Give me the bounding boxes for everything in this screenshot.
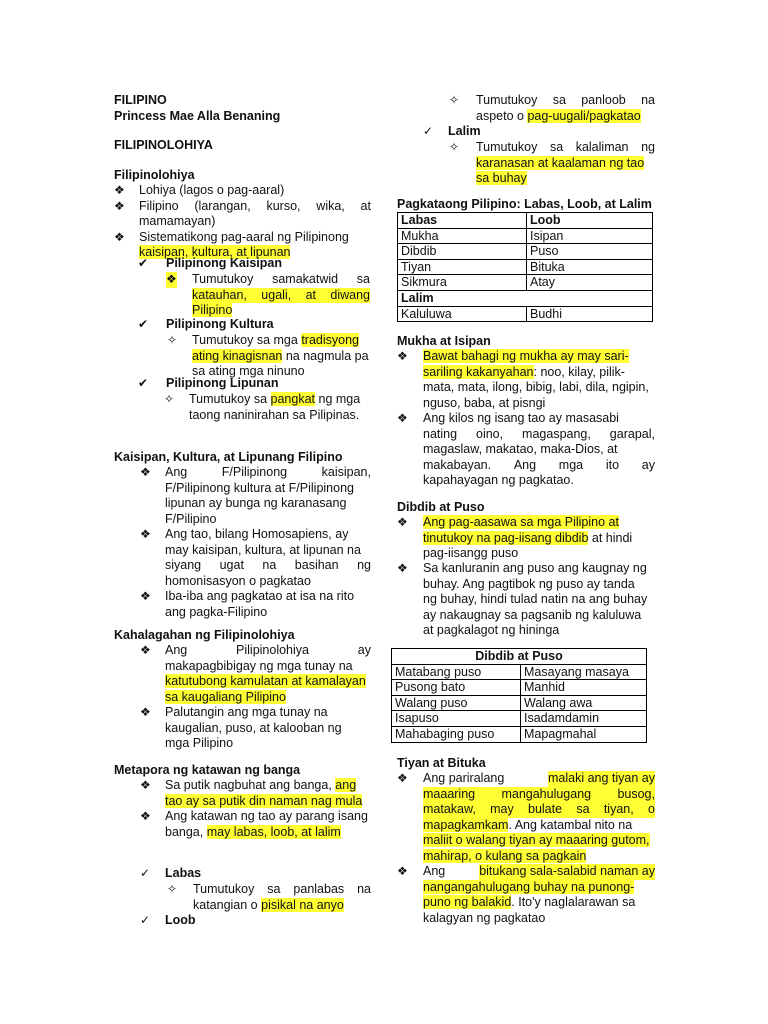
table-row: Sikmura Atay [398, 275, 653, 291]
list-item: ❖ Ang katawan ng tao ay parang isang banga, may labas, loob, at lalim [140, 809, 371, 840]
list-item: ❖ Ang Pilipinolohiya ay makapagbibigay ng mga tunay na katutubong kamulatan at kamalayan sa kaugaliang Pilipino [140, 643, 371, 705]
list-item: ❖ Ang kilos ng isang tao ay masasabi nating oino, magaspang, garapal, magaslaw, makatao, maka-Dios, at makabayan. Ang mga ito ay kapahayagan ng pagkatao. [397, 411, 655, 489]
table-row: Mukha Isipan [398, 228, 653, 244]
check-icon [138, 376, 148, 392]
section-title-dibdib: Dibdib at Puso [397, 500, 485, 514]
diamond-bullet-icon [140, 705, 151, 721]
lipunan-block: ✔ Pilipinong Lipunan ✧ Tumutukoy sa pangkat ng mga taong naninirahan sa Pilipinas. [136, 376, 371, 424]
check-icon [423, 124, 433, 140]
kaisipan-title: Pilipinong Kaisipan [166, 256, 282, 270]
kahalagahan-list [140, 643, 371, 752]
diamond-bullet-icon [166, 272, 177, 288]
diamond-bullet-icon [397, 515, 408, 531]
diamond-bullet-icon [114, 183, 125, 199]
kultura-title: Pilipinong Kultura [166, 317, 274, 331]
table-row: Mahabaging puso Mapagmahal [392, 726, 647, 742]
list-item: ❖ Ang F/Pilipinong kaisipan, F/Pilipinong kultura at F/Pilipinong lipunan ay bunga ng karanasang F/Pilipino [140, 465, 371, 527]
table-row: Lalim [398, 290, 653, 306]
list-item: ❖ Ang tao, bilang Homosapiens, ay may kaisipan, kultura, at lipunan na siyang ugat na basihan ng homonisasyon o pagkatao [140, 527, 371, 589]
sparkle-bullet-icon [167, 333, 177, 349]
topic-title: FILIPINOLOHIYA [114, 138, 213, 152]
diamond-bullet-icon [140, 589, 151, 605]
list-item: ❖ Iba-iba ang pagkatao at isa na rito ang pagka-Filipino [140, 589, 371, 620]
mukha-list [397, 349, 655, 489]
diamond-bullet-icon [140, 643, 151, 659]
dibdib-table [391, 648, 647, 743]
loob-description: ✧ Tumutukoy sa panloob na aspeto o pag-uugali/pagkatao [449, 93, 655, 124]
diamond-bullet-icon [114, 230, 125, 246]
diamond-bullet-icon [397, 771, 408, 787]
dibdib-list [397, 515, 655, 639]
table-row: Dibdib at Puso [392, 649, 647, 665]
list-item: ❖ Palutangin ang mga tunay na kaugalian, puso, at kalooban ng mga Pilipino [140, 705, 371, 752]
list-item: ❖ Sa kanluranin ang puso ang kaugnay ng buhay. Ang pagtibok ng puso ay tanda ng buhay, hindi tulad natin na ang buhay ay nakaugnay sa pagsanib ng kaluluwa at pagkalagot ng hininga [397, 561, 655, 639]
sparkle-bullet-icon [164, 392, 174, 408]
diamond-bullet-icon [397, 561, 408, 577]
sparkle-bullet-icon [449, 140, 459, 156]
section-title-tiyan: Tiyan at Bituka [397, 756, 486, 770]
lalim-block: ✓ Lalim ✧ Tumutukoy sa kalaliman ng karanasan at kaalaman ng tao sa buhay [423, 124, 655, 187]
list-item: ❖ Sistematikong pag-aaral ng Pilipinong kaisipan, kultura, at lipunan [114, 230, 371, 261]
check-icon [140, 913, 150, 929]
diamond-bullet-icon [140, 465, 151, 481]
kkl-list [140, 465, 371, 620]
table-row: Kaluluwa Budhi [398, 306, 653, 322]
diamond-bullet-icon [140, 778, 151, 794]
list-item: ❖ Ang pariralang malaki ang tiyan ay maaaring mangahulugang busog, matakaw, may bulate sa tiyan, o mapagkamkam. Ang katambal nito na maliit o walang tiyan ay maaaring gutom, mahirap, o kulang sa pagkain [397, 771, 655, 864]
check-icon [140, 866, 150, 882]
list-item: ❖ Lohiya (lagos o pag-aaral) [114, 183, 371, 199]
author-name: Princess Mae Alla Benaning [114, 109, 281, 123]
kultura-block: ✔ Pilipinong Kultura ✧ Tumutukoy sa mga tradisyong ating kinagisnan na nagmula pa sa ating mga ninuno [136, 317, 371, 380]
list-item: ❖ Ang pag-aasawa sa mga Pilipino at tinutukoy na pag-iisang dibdib at hindi pag-iisangg puso [397, 515, 655, 561]
diamond-bullet-icon [140, 809, 151, 825]
section-title-pagkataong: Pagkataong Pilipino: Labas, Loob, at Lalim [397, 197, 652, 211]
table-row: Walang puso Walang awa [392, 695, 647, 711]
list-item: ❖ Filipino (larangan, kurso, wika, at mamamayan) [114, 199, 371, 230]
table-row: Pusong bato Manhid [392, 680, 647, 696]
diamond-bullet-icon [140, 527, 151, 543]
list-item: ❖ Ang bitukang sala-salabid naman ay nangangahulugang buhay na punong- puno ng balakid. Ito'y naglalarawan sa kalagyan ng pagkatao [397, 864, 655, 926]
diamond-bullet-icon [397, 411, 408, 427]
check-icon [138, 317, 148, 333]
diamond-bullet-icon [397, 864, 408, 880]
sparkle-bullet-icon [167, 882, 177, 898]
table-row: Isapuso Isadamdamin [392, 711, 647, 727]
metapora-list [140, 778, 371, 840]
list-item: ❖ Bawat bahagi ng mukha ay may sari- sariling kakanyahan: noo, kilay, pilik- mata, mata, ilong, bibig, labi, dila, ngipin, nguso, baba, at pisngi [397, 349, 655, 411]
table-row: Dibdib Puso [398, 244, 653, 260]
filipinolohiya-list [114, 183, 371, 261]
tiyan-list [397, 771, 655, 926]
subject-title: FILIPINO [114, 93, 167, 107]
section-title-kkl: Kaisipan, Kultura, at Lipunang Filipino [114, 450, 343, 464]
table-row: Matabang puso Masayang masaya [392, 664, 647, 680]
sparkle-bullet-icon [449, 93, 459, 109]
check-icon [138, 256, 148, 272]
table-row: Tiyan Bituka [398, 259, 653, 275]
diamond-bullet-icon [114, 199, 125, 215]
list-item: ❖ Sa putik nagbuhat ang banga, ang tao ay sa putik din naman nag mula [140, 778, 371, 809]
section-title-metapora: Metapora ng katawan ng banga [114, 763, 301, 777]
labas-block: ✓ Labas ✧ Tumutukoy sa panlabas na katangian o pisikal na anyo ✓ Loob [140, 866, 371, 929]
pagkataong-table [397, 212, 653, 322]
diamond-bullet-icon [397, 349, 408, 365]
table-row: Labas Loob [398, 213, 653, 229]
section-title-mukha: Mukha at Isipan [397, 334, 491, 348]
lipunan-title: Pilipinong Lipunan [166, 376, 279, 390]
kaisipan-block: ✔ Pilipinong Kaisipan ❖ Tumutukoy samakatwid sa katauhan, ugali, at diwang Pilipino [136, 256, 371, 319]
section-title-kahalagahan: Kahalagahan ng Filipinolohiya [114, 628, 295, 642]
section-title-filipinolohiya: Filipinolohiya [114, 168, 195, 182]
